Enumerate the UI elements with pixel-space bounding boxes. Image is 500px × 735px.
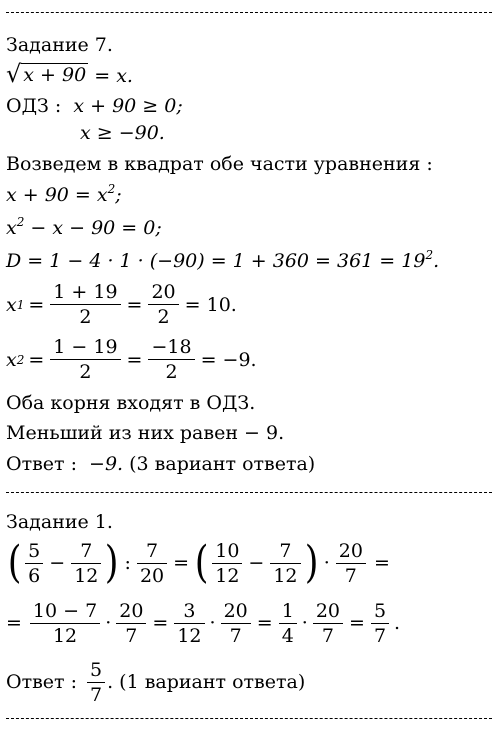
answer-note: (3 вариант ответа) [129, 453, 316, 475]
x1-fraction-2 [148, 280, 178, 329]
frac-den: 12 [30, 623, 100, 648]
x1-f2-num: 20 [151, 281, 176, 303]
frac-5-6 [25, 539, 43, 588]
frac-num: 3 [183, 599, 196, 622]
dot-sign: · [301, 612, 308, 634]
x2-eq2: = [126, 348, 143, 371]
equation-rhs: = x. [94, 65, 133, 87]
frac-num: 7 [80, 539, 93, 562]
answer-label: Ответ : [6, 671, 77, 693]
eq1-left: x + 90 = x [6, 184, 108, 206]
frac-den: 6 [25, 563, 43, 588]
equals-sign: = [373, 552, 390, 574]
disc-text: D = 1 − 4 · 1 · (−90) = 1 + 360 = 361 = 19 [6, 250, 426, 272]
frac-7-12 [71, 539, 101, 588]
x2-var: x [6, 348, 17, 371]
equals-sign: = [349, 612, 365, 634]
frac-den: 4 [279, 623, 297, 648]
x2-result: = −9. [200, 348, 257, 371]
smaller-root-text: Меньший из них равен − 9. [6, 422, 285, 444]
frac-20-7 [313, 599, 343, 648]
frac-den: 12 [71, 563, 101, 588]
separator-bottom [6, 718, 492, 719]
frac-den: 12 [270, 563, 300, 588]
task1-row-1 [6, 536, 390, 590]
frac-num: 7 [146, 539, 159, 562]
task1-answer [6, 655, 305, 709]
frac-20-7 [116, 599, 146, 648]
dot-sign: · [323, 552, 330, 574]
x1-eq2: = [126, 293, 143, 316]
task7-title: Задание 7. [6, 34, 113, 56]
separator-middle [6, 492, 492, 493]
frac-num: 20 [315, 599, 341, 622]
frac-num: 20 [119, 599, 144, 622]
right-paren-icon: ) [105, 537, 119, 588]
eq1-end: ; [115, 184, 122, 206]
x1-f1-num: 1 + 19 [53, 281, 118, 303]
x2-f1-den: 2 [50, 359, 120, 384]
frac-num: 5 [28, 539, 41, 562]
x1-f1-den: 2 [50, 304, 120, 329]
equation-1 [6, 183, 122, 207]
x2-fraction-1 [50, 335, 120, 384]
odz-condition-1: x + 90 ≥ 0; [73, 95, 183, 117]
task7-answer [6, 452, 315, 476]
frac-num: 1 [281, 599, 294, 622]
answer-fraction [87, 658, 105, 707]
root-x2: x 2 = $\frac{1 - 19}{2}$ = $\frac{-18}{2}$ = −9. [6, 336, 257, 383]
equals-sign: = [152, 612, 169, 634]
frac-num: 10 [215, 539, 240, 562]
odz-label: ОДЗ : [6, 95, 62, 117]
dot-sign: · [209, 612, 216, 634]
minus-sign: − [248, 552, 265, 574]
separator-top [6, 12, 492, 13]
x1-f2-den: 2 [148, 304, 178, 329]
sqrt-radicand: x + 90 [23, 64, 87, 86]
frac-num: 5 [373, 599, 387, 622]
frac-den: 7 [371, 623, 389, 648]
answer-label: Ответ : [6, 453, 77, 475]
eq2-b: − x − 90 = 0; [24, 217, 162, 239]
frac-num: 10 − 7 [32, 599, 98, 622]
frac-den: 7 [221, 623, 251, 648]
x1-result: = 10. [184, 293, 237, 316]
period: . [394, 612, 401, 634]
discriminant [6, 249, 439, 273]
x1-var: x [6, 293, 17, 316]
answer-value: −9. [89, 453, 124, 475]
frac-den: 20 [137, 563, 167, 588]
frac-3-12 [174, 599, 204, 648]
frac-num: 20 [338, 539, 363, 562]
root-x1: x 1 = $\frac{1 + 19}{2}$ = $\frac{20}{2}$ = 10. [6, 281, 237, 328]
left-paren-icon: ( [194, 537, 209, 588]
sqrt-expression [6, 62, 88, 86]
eq2-exp: 2 [16, 215, 25, 229]
x2-f2-num: −18 [151, 336, 192, 358]
task1-title: Задание 1. [6, 511, 113, 533]
eq2-a: x [6, 217, 17, 239]
frac-num: 20 [223, 599, 248, 622]
odz-condition-2: x ≥ −90. [80, 122, 165, 144]
task7-equation [6, 62, 133, 88]
equation-2 [6, 216, 162, 240]
frac-den: 7 [87, 682, 105, 707]
frac-7-20 [137, 539, 167, 588]
frac-10-12 [212, 539, 242, 588]
frac-10-7-12 [30, 599, 100, 648]
x2-f2-den: 2 [148, 359, 194, 384]
x1-fraction-1 [50, 280, 120, 329]
equals-sign: = [256, 612, 273, 634]
frac-den: 7 [313, 623, 343, 648]
right-paren-icon: ) [304, 537, 318, 588]
sqrt-sign-icon: √ [6, 60, 22, 88]
eq1-exp: 2 [107, 182, 116, 196]
x2-eq: = [28, 348, 45, 371]
dot-sign: · [105, 612, 112, 634]
divide-sign: : [124, 552, 131, 574]
x2-fraction-2 [148, 335, 194, 384]
odz-line-1 [6, 94, 183, 118]
frac-den: 7 [336, 563, 366, 588]
frac-7-12 [270, 539, 300, 588]
frac-1-4 [279, 599, 297, 648]
x2-f1-num: 1 − 19 [53, 336, 118, 358]
frac-20-7 [221, 599, 251, 648]
frac-20-7 [336, 539, 366, 588]
equals-sign: = [6, 612, 22, 634]
disc-exp: 2 [425, 248, 434, 262]
answer-note: . (1 вариант ответа) [107, 671, 306, 693]
left-paren-icon: ( [7, 537, 22, 588]
minus-sign: − [49, 552, 66, 574]
frac-5-7 [371, 599, 389, 648]
frac-num: 7 [279, 539, 292, 562]
equals-sign: = [173, 552, 190, 574]
disc-end: . [433, 250, 440, 272]
frac-den: 7 [116, 623, 146, 648]
frac-den: 12 [174, 623, 204, 648]
both-roots-text: Оба корня входят в ОДЗ. [6, 392, 256, 414]
square-text: Возведем в квадрат обе части уравнения : [6, 153, 433, 175]
frac-num: 5 [89, 658, 103, 681]
x1-eq: = [28, 293, 45, 316]
frac-den: 12 [212, 563, 242, 588]
task1-row-2 [6, 596, 400, 650]
